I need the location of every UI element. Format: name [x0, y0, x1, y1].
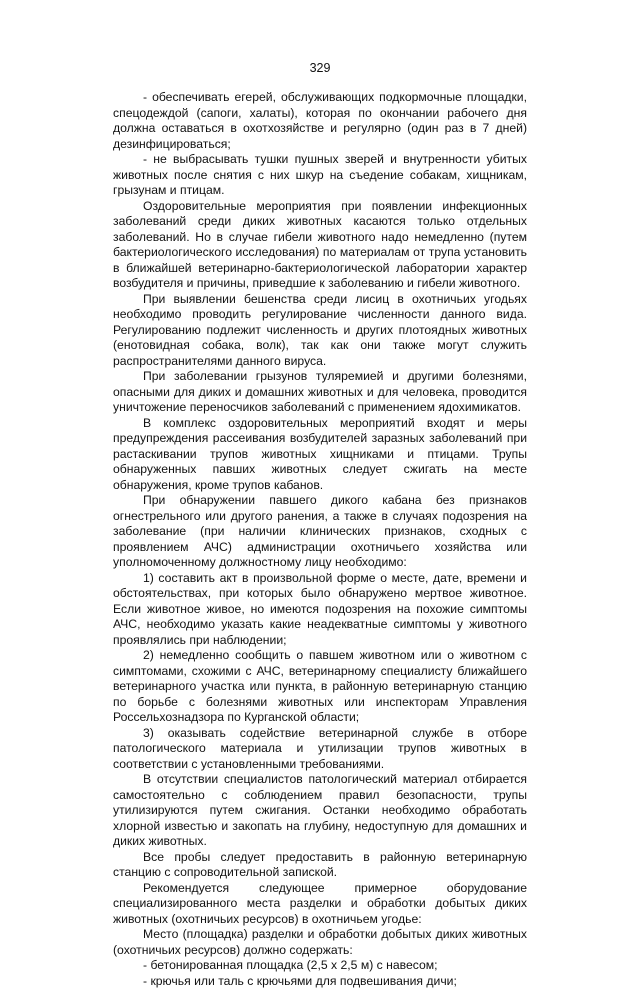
paragraph: 1) составить акт в произвольной форме о месте, дате, времени и обстоятельствах, при которых было обнаружено мертвое животное. Если животное живое, но имеются подозрения на похожие симптомы АЧС, необходимо указать какие неадекватные симптомы у животного проявлялись при наблюдении;: [113, 571, 527, 649]
paragraph: - обеспечивать егерей, обслуживающих подкормочные площадки, спецодеждой (сапоги, халаты), которая по окончании рабочего дня должна оставаться в охотхозяйстве и регулярно (один раз в 7 дней) дезинфицироваться;: [113, 90, 527, 152]
paragraph: Рекомендуется следующее примерное оборудование специализированного места разделки и обработки добытых диких животных (охотничьих ресурсов) в охотничьем угодье:: [113, 881, 527, 928]
paragraph: При заболевании грызунов туляремией и другими болезнями, опасными для диких и домашних животных и для человека, проводится уничтожение переносчиков заболеваний с применением ядохимикатов.: [113, 369, 527, 416]
paragraph: 3) оказывать содействие ветеринарной службе в отборе патологического материала и утилизации трупов животных в соответствии с установленными требованиями.: [113, 726, 527, 773]
paragraph: Все пробы следует предоставить в районную ветеринарную станцию с сопроводительной запиской.: [113, 850, 527, 881]
paragraph: В отсутствии специалистов патологический материал отбирается самостоятельно с соблюдением правил безопасности, трупы утилизируются путем сжигания. Останки необходимо обработать хлорной известью и закопать на глубину, недоступную для домашних и диких животных.: [113, 772, 527, 850]
paragraph: Место (площадка) разделки и обработки добытых диких животных (охотничьих ресурсов) должно содержать:: [113, 927, 527, 958]
paragraph: - крючья или таль с крючьями для подвешивания дичи;: [113, 974, 527, 989]
paragraph: - не выбрасывать тушки пушных зверей и внутренности убитых животных после снятия с них шкур на съедение собакам, хищникам, грызунам и птицам.: [113, 152, 527, 199]
paragraph: В комплекс оздоровительных мероприятий входят и меры предупреждения рассеивания возбудителей заразных заболеваний при растаскивании трупов животных хищниками и птицами. Трупы обнаруженных павших животных следует сжигать на месте обнаружения, кроме трупов кабанов.: [113, 416, 527, 494]
paragraph: 2) немедленно сообщить о павшем животном или о животном с симптомами, схожими с АЧС, ветеринарному специалисту ближайшего ветеринарного участка или пункта, в районную ветеринарную станцию по борьбе с болезнями животных или инспекторам Управления Россельхознадзора по Курганской области;: [113, 648, 527, 726]
paragraph: Оздоровительные мероприятия при появлении инфекционных заболеваний среди диких животных касаются только отдельных заболеваний. Но в случае гибели животного надо немедленно (путем бактериологического исследования) по материалам от трупа установить в ближайшей ветеринарно-бактериологической лаборатории характер возбудителя и причины, приведшие к заболеванию и гибели животного.: [113, 199, 527, 292]
paragraph: - бетонированная площадка (2,5 х 2,5 м) с навесом;: [113, 958, 527, 974]
page-number: 329: [0, 60, 640, 76]
paragraph: При обнаружении павшего дикого кабана без признаков огнестрельного или другого ранения, а также в случаях подозрения на заболевание (при наличии клинических признаков, сходных с проявлением АЧС) администрации охотничьего хозяйства или уполномоченному должностному лицу необходимо:: [113, 493, 527, 571]
body-text: [113, 90, 527, 989]
paragraph: При выявлении бешенства среди лисиц в охотничьих угодьях необходимо проводить регулирование численности данного вида. Регулированию подлежит численность и других плотоядных животных (енотовидная собака, волк), так как они также могут служить распространителями данного вируса.: [113, 292, 527, 370]
